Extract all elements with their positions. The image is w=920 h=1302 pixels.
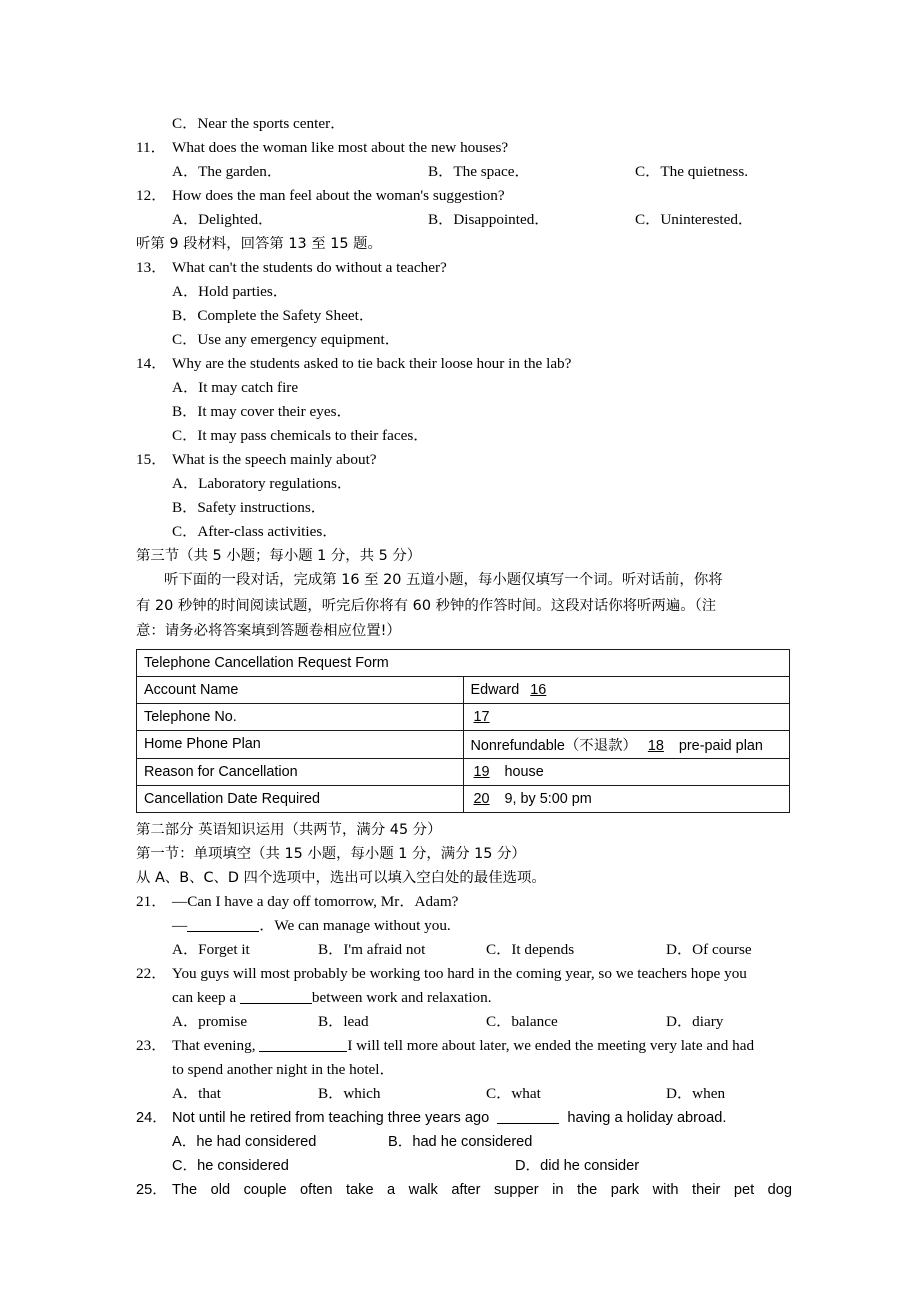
part2-question-23-line2 xyxy=(136,1058,792,1082)
option-d[interactable]: D．when xyxy=(666,1084,726,1102)
part2-question-22 xyxy=(136,962,792,986)
part2-question-24 xyxy=(136,1106,792,1130)
option-text: B．It may cover their eyes． xyxy=(172,403,352,420)
blank-number: 18 xyxy=(647,737,664,754)
part2-subheading: 第一节：单项填空（共 15 小题，每小题 1 分，满分 15 分） xyxy=(136,845,526,862)
part2-question-25 xyxy=(136,1178,792,1202)
part2-question-24-options-row2 xyxy=(136,1154,792,1178)
answer-blank[interactable] xyxy=(240,1003,312,1004)
answer-blank[interactable] xyxy=(497,1123,559,1124)
option-text: C．It may pass chemicals to their faces． xyxy=(172,427,429,444)
option-text: C．After-class activities． xyxy=(172,523,338,540)
question-stem-line1: You guys will most probably be working too hard in the coming year, so we teachers hope you xyxy=(172,964,747,982)
part2-heading: 第二部分 英语知识运用（共两节，满分 45 分） xyxy=(136,821,442,838)
listening-q13-option-a[interactable] xyxy=(136,280,792,304)
stem-suffix: ．We can manage without you. xyxy=(259,916,451,934)
form-label-cancellation-date-required: Cancellation Date Required xyxy=(137,785,464,812)
question-stem: How does the man feel about the woman's suggestion? xyxy=(172,187,505,204)
table-row xyxy=(137,785,790,812)
page-content xyxy=(136,112,792,1202)
option-text: B．Complete the Safety Sheet． xyxy=(172,307,375,324)
question-number: 11． xyxy=(136,139,166,156)
question-number: 15． xyxy=(136,451,167,468)
option-c[interactable]: C．Uninterested． xyxy=(635,211,754,228)
instruction-line-1: 听下面的一段对话，完成第 16 至 20 五道小题，每小题仅填写一个词。听对话前，你将 xyxy=(164,572,723,588)
value-pre: Edward xyxy=(470,681,520,698)
question-stem: What does the woman like most about the new houses? xyxy=(172,139,509,156)
table-row xyxy=(137,703,790,730)
option-d[interactable]: D．diary xyxy=(666,1012,724,1030)
form-label-account-name: Account Name xyxy=(137,676,464,703)
listening-question-13 xyxy=(136,256,792,280)
stem-suffix: I will tell more about later, we ended the meeting very late and had xyxy=(347,1036,755,1054)
option-a[interactable]: A．he had considered xyxy=(172,1133,317,1150)
option-c[interactable]: C．balance xyxy=(486,1012,558,1030)
question-stem-line1 xyxy=(172,1034,792,1058)
option-c[interactable]: C．what xyxy=(486,1084,541,1102)
stem-suffix: having a holiday abroad. xyxy=(567,1109,727,1126)
value-post: pre-paid plan xyxy=(678,737,763,754)
option-b[interactable]: B．lead xyxy=(318,1012,369,1030)
option-b[interactable]: B．Disappointed． xyxy=(428,211,550,228)
question-number: 24． xyxy=(136,1109,167,1126)
part2-direction: 从 A、B、C、D 四个选项中，选出可以填入空白处的最佳选项。 xyxy=(136,869,546,886)
option-c[interactable]: C．The quietness. xyxy=(635,163,749,180)
stem-suffix: between work and relaxation. xyxy=(311,988,492,1006)
question-stem-line2: to spend another night in the hotel． xyxy=(172,1060,395,1078)
listening-question-15 xyxy=(136,448,792,472)
listening-q15-option-a[interactable] xyxy=(136,472,792,496)
question-stem: What is the speech mainly about? xyxy=(172,451,377,468)
stem-prefix: Not until he retired from teaching three years ago xyxy=(172,1109,490,1126)
form-label-home-phone-plan: Home Phone Plan xyxy=(137,730,464,758)
question-stem-line1: —Can I have a day off tomorrow, Mr．Adam? xyxy=(172,892,459,910)
option-text: A．Laboratory regulations． xyxy=(172,475,353,492)
form-value-cancellation-date-required[interactable] xyxy=(463,785,790,812)
option-c[interactable]: C．he considered xyxy=(172,1157,289,1174)
section3-heading: 第三节（共 5 小题；每小题 1 分，共 5 分） xyxy=(136,548,422,564)
option-a[interactable]: A．promise xyxy=(172,1012,248,1030)
question-stem xyxy=(172,1106,792,1130)
option-d[interactable]: D．Of course xyxy=(666,940,752,958)
question-number: 14． xyxy=(136,355,167,372)
listening-q13-option-c[interactable] xyxy=(136,328,792,352)
stem-prefix: That evening, xyxy=(172,1036,256,1054)
option-text: C．Use any emergency equipment． xyxy=(172,331,400,348)
part2-question-21-options xyxy=(136,938,792,962)
listening-q15-option-c[interactable] xyxy=(136,520,792,544)
value-pre: Nonrefundable（不退款） xyxy=(470,737,637,754)
table-row-title xyxy=(137,649,790,676)
question-stem-line2 xyxy=(172,914,792,938)
blank-number: 20 xyxy=(473,790,490,807)
question-number: 13． xyxy=(136,259,167,276)
stem-prefix: can keep a xyxy=(172,988,237,1006)
option-text: C．Near the sports center． xyxy=(172,115,346,132)
form-value-home-phone-plan[interactable] xyxy=(463,730,790,758)
option-a[interactable]: A．The garden． xyxy=(172,163,283,180)
option-b[interactable]: B．I'm afraid not xyxy=(318,940,426,958)
listening-question-11 xyxy=(136,136,792,160)
part2-question-22-line2 xyxy=(136,986,792,1010)
option-a[interactable]: A．Delighted． xyxy=(172,211,274,228)
listening-q10-option-c xyxy=(136,112,792,136)
form-label-telephone-no: Telephone No. xyxy=(137,703,464,730)
option-text: A．It may catch fire xyxy=(172,379,299,396)
option-a[interactable]: A．Forget it xyxy=(172,940,250,958)
option-text: A．Hold parties． xyxy=(172,283,288,300)
question-stem: Why are the students asked to tie back their loose hour in the lab? xyxy=(172,355,572,372)
listening-q15-option-b[interactable] xyxy=(136,496,792,520)
instruction-line-3: 意：请务必将答案填到答题卷相应位置!） xyxy=(136,623,401,639)
table-row xyxy=(137,676,790,703)
form-title-cell: Telephone Cancellation Request Form xyxy=(137,649,790,676)
part2-question-21-line2 xyxy=(136,914,792,938)
part2-question-22-options xyxy=(136,1010,792,1034)
form-value-account-name[interactable] xyxy=(463,676,790,703)
table-row xyxy=(137,730,790,758)
listening-q14-option-a[interactable] xyxy=(136,376,792,400)
listening-q14-option-b[interactable] xyxy=(136,400,792,424)
option-text: B．Safety instructions． xyxy=(172,499,326,516)
part2-question-23 xyxy=(136,1034,792,1058)
telephone-cancellation-form xyxy=(136,649,790,813)
part2-question-21 xyxy=(136,890,792,914)
listening-question-11-options xyxy=(136,160,792,184)
dash-prefix: — xyxy=(172,916,188,934)
question-number: 23． xyxy=(136,1036,167,1054)
blank-number: 19 xyxy=(473,763,490,780)
question-stem: The old couple often take a walk after supper in the park with their pet dog xyxy=(172,1181,792,1198)
answer-blank[interactable] xyxy=(259,1051,347,1052)
question-number: 12． xyxy=(136,187,167,204)
blank-number: 17 xyxy=(473,708,490,725)
question-number: 22． xyxy=(136,964,167,982)
listening-material-note: 听第 9 段材料，回答第 13 至 15 题。 xyxy=(136,236,382,252)
option-a[interactable]: A．that xyxy=(172,1084,221,1102)
part2-question-24-options-row1 xyxy=(136,1130,792,1154)
form-value-reason-for-cancellation[interactable] xyxy=(463,758,790,785)
option-b[interactable]: B．had he considered xyxy=(388,1133,533,1150)
question-number: 25． xyxy=(136,1181,167,1198)
form-label-reason-for-cancellation: Reason for Cancellation xyxy=(137,758,464,785)
option-b[interactable]: B．The space． xyxy=(428,163,530,180)
section3-instructions xyxy=(136,568,792,645)
question-stem: What can't the students do without a teacher? xyxy=(172,259,447,276)
listening-q13-option-b[interactable] xyxy=(136,304,792,328)
part2-question-23-options xyxy=(136,1082,792,1106)
value-post: house xyxy=(504,763,544,780)
table-row xyxy=(137,758,790,785)
blank-number: 16 xyxy=(530,681,547,698)
answer-blank[interactable] xyxy=(187,931,259,932)
question-stem-line2 xyxy=(172,986,792,1010)
value-post: 9, by 5:00 pm xyxy=(504,790,592,807)
question-number: 21． xyxy=(136,892,167,910)
listening-question-12 xyxy=(136,184,792,208)
listening-q14-option-c[interactable] xyxy=(136,424,792,448)
listening-question-12-options xyxy=(136,208,792,232)
option-c[interactable]: C．It depends xyxy=(486,940,575,958)
option-d[interactable]: D．did he consider xyxy=(515,1157,640,1174)
option-b[interactable]: B．which xyxy=(318,1084,381,1102)
listening-question-14 xyxy=(136,352,792,376)
instruction-line-2: 有 20 秒钟的时间阅读试题，听完后你将有 60 秒钟的作答时间。这段对话你将听两遍。（注 xyxy=(136,597,717,614)
form-value-telephone-no[interactable] xyxy=(463,703,790,730)
